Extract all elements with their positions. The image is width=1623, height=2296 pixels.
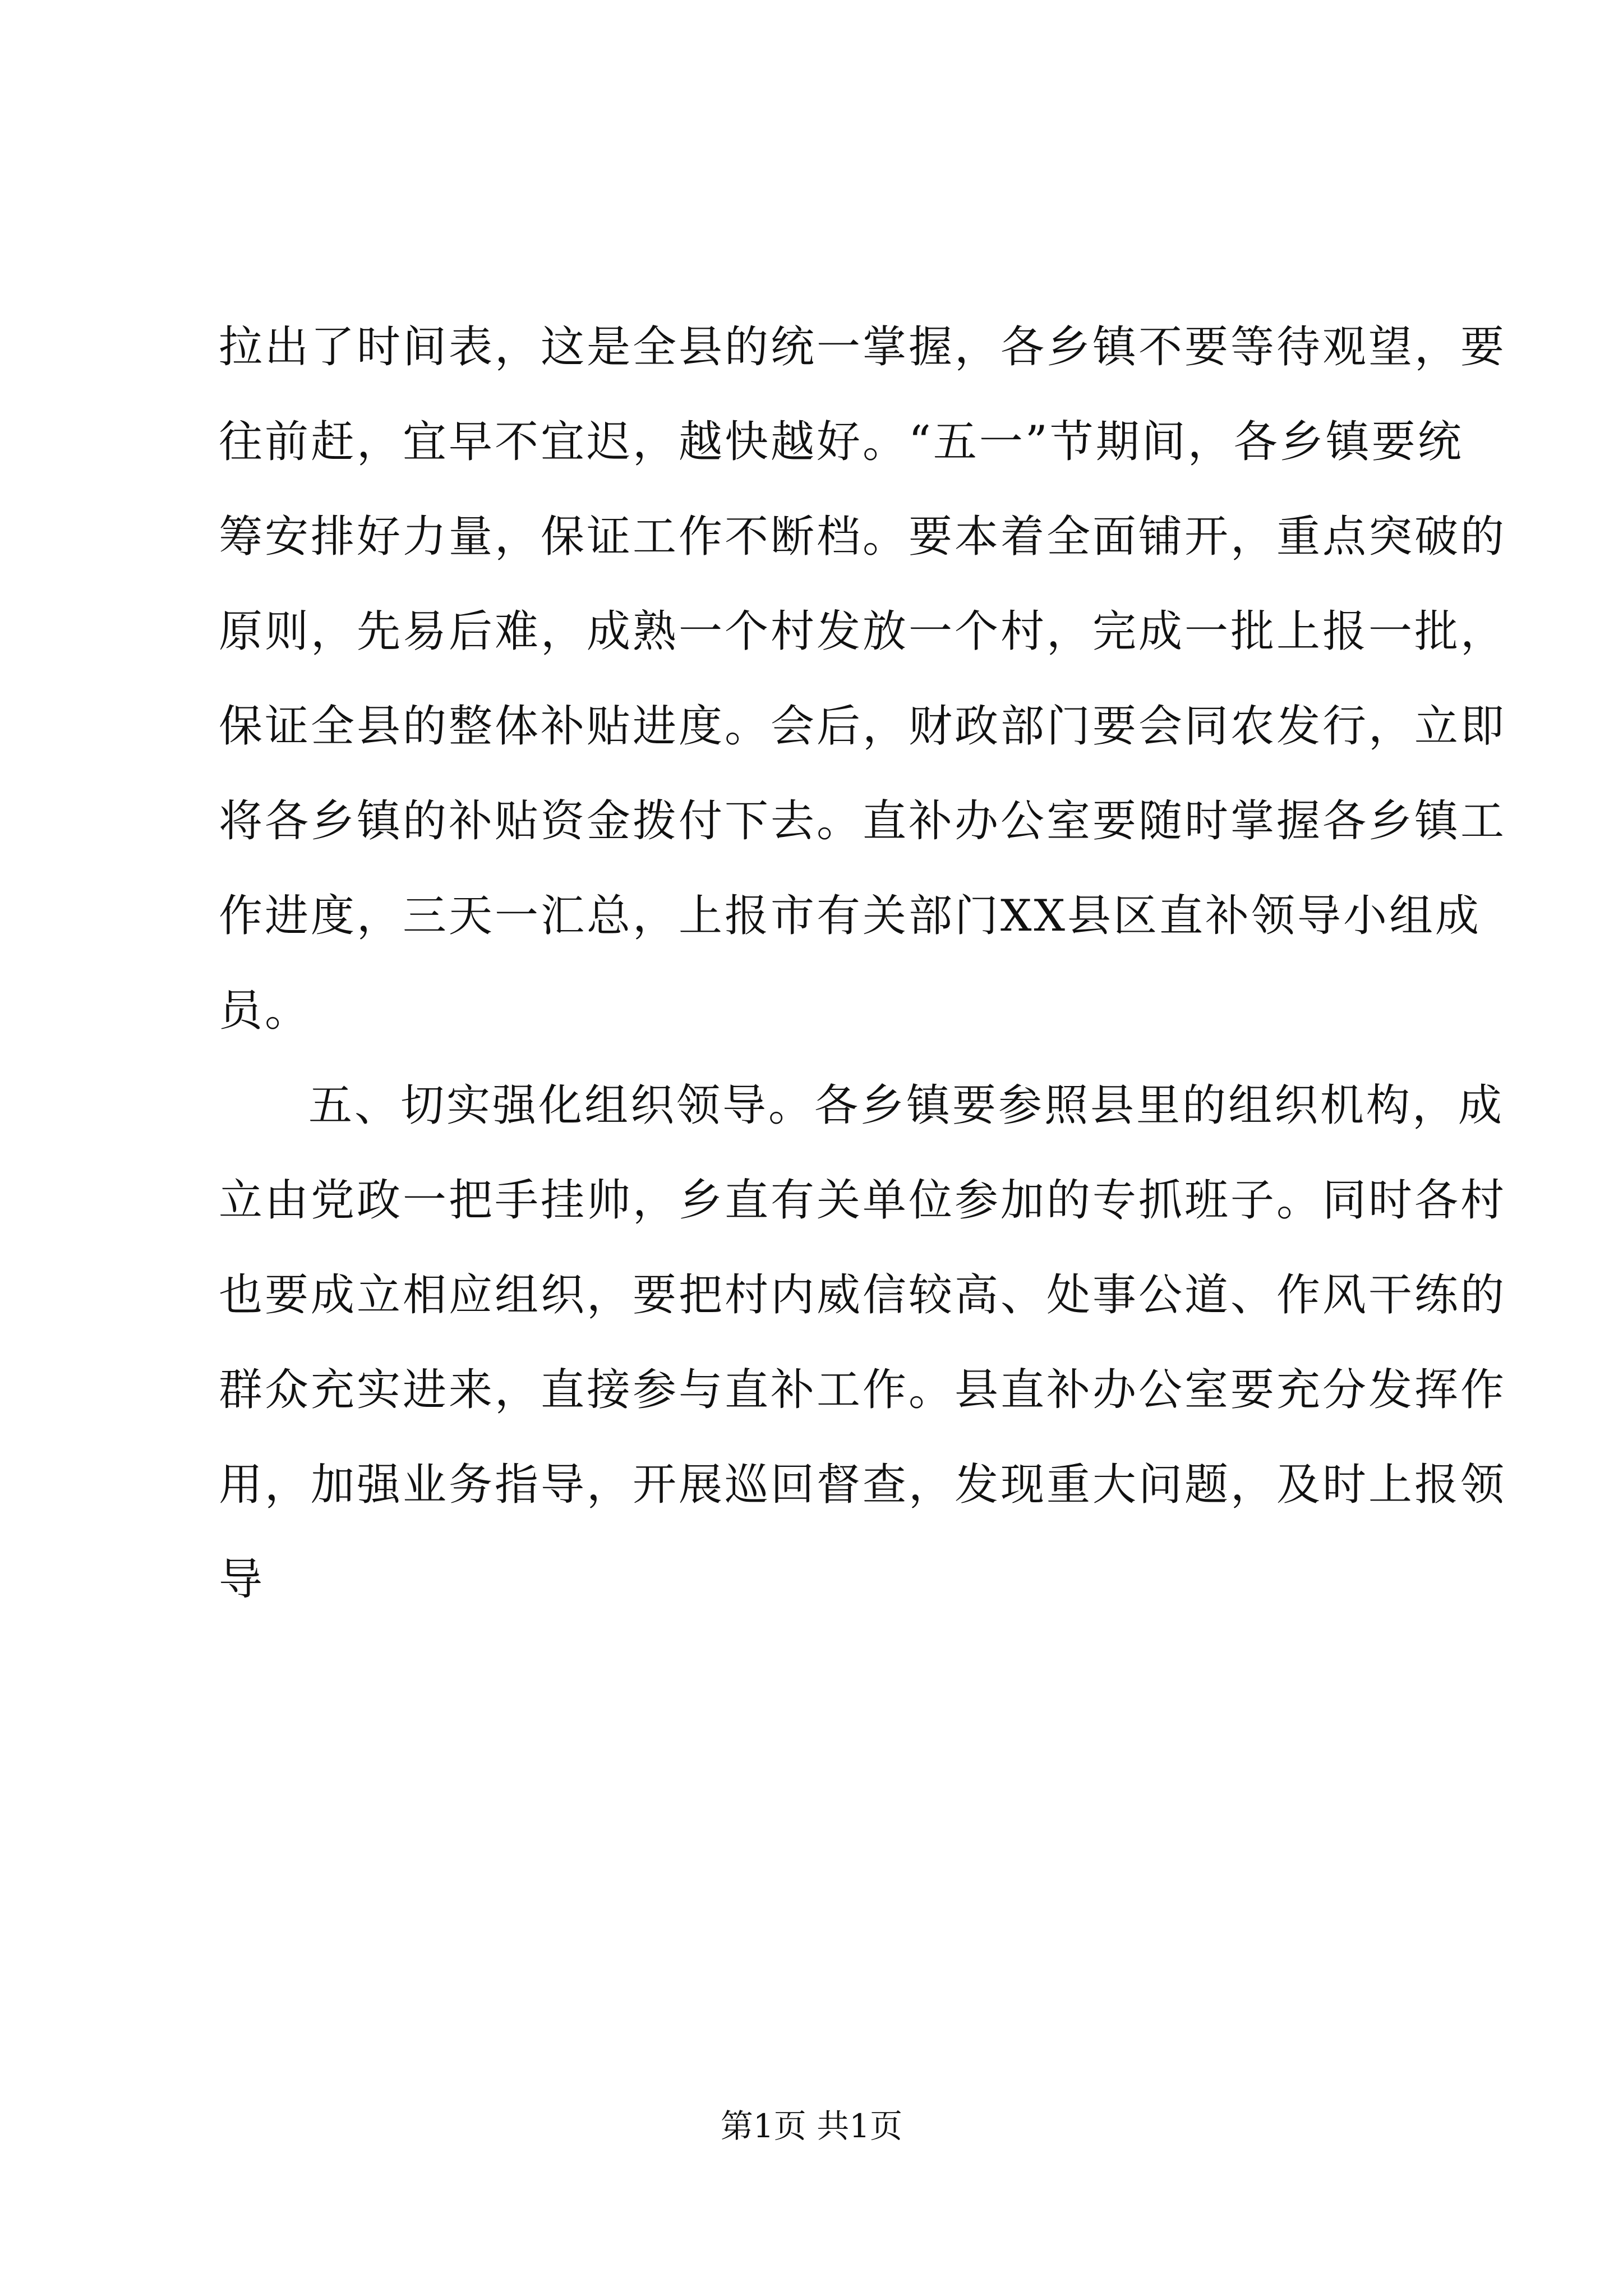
document-body: [219, 300, 1507, 1627]
paragraph-line: 作进度，三天一汇总，上报市有关部门XX县区直补领导小组成: [219, 891, 1482, 941]
paragraph-line: 拉出了时间表，这是全县的统一掌握，各乡镇不要等待观望，要: [219, 322, 1507, 372]
paragraph-1: [219, 300, 1507, 1059]
paragraph-line: 员。: [219, 986, 311, 1036]
paragraph-line: 导: [219, 1554, 265, 1605]
page-number-footer: 第1页 共1页: [720, 2107, 903, 2145]
paragraph-line: 群众充实进来，直接参与直补工作。县直补办公室要充分发挥作: [219, 1365, 1507, 1415]
paragraph-line: 往前赶，宜早不宜迟，越快越好。“五一”节期间，各乡镇要统: [219, 417, 1464, 467]
paragraph-line: 原则，先易后难，成熟一个村发放一个村，完成一批上报一批，: [219, 606, 1507, 657]
paragraph-line: 五、切实强化组织领导。各乡镇要参照县里的组织机构，成: [308, 1080, 1505, 1131]
paragraph-line: 将各乡镇的补贴资金拨付下去。直补办公室要随时掌握各乡镇工: [219, 796, 1507, 846]
paragraph-2: [219, 1059, 1507, 1627]
paragraph-line: 用，加强业务指导，开展巡回督查，发现重大问题，及时上报领: [219, 1460, 1507, 1510]
paragraph-line: 筹安排好力量，保证工作不断档。要本着全面铺开，重点突破的: [219, 512, 1507, 562]
paragraph-line: 保证全县的整体补贴进度。会后，财政部门要会同农发行，立即: [219, 701, 1507, 752]
paragraph-line: 也要成立相应组织，要把村内威信较高、处事公道、作风干练的: [219, 1270, 1507, 1320]
paragraph-line: 立由党政一把手挂帅，乡直有关单位参加的专抓班子。同时各村: [219, 1175, 1507, 1226]
